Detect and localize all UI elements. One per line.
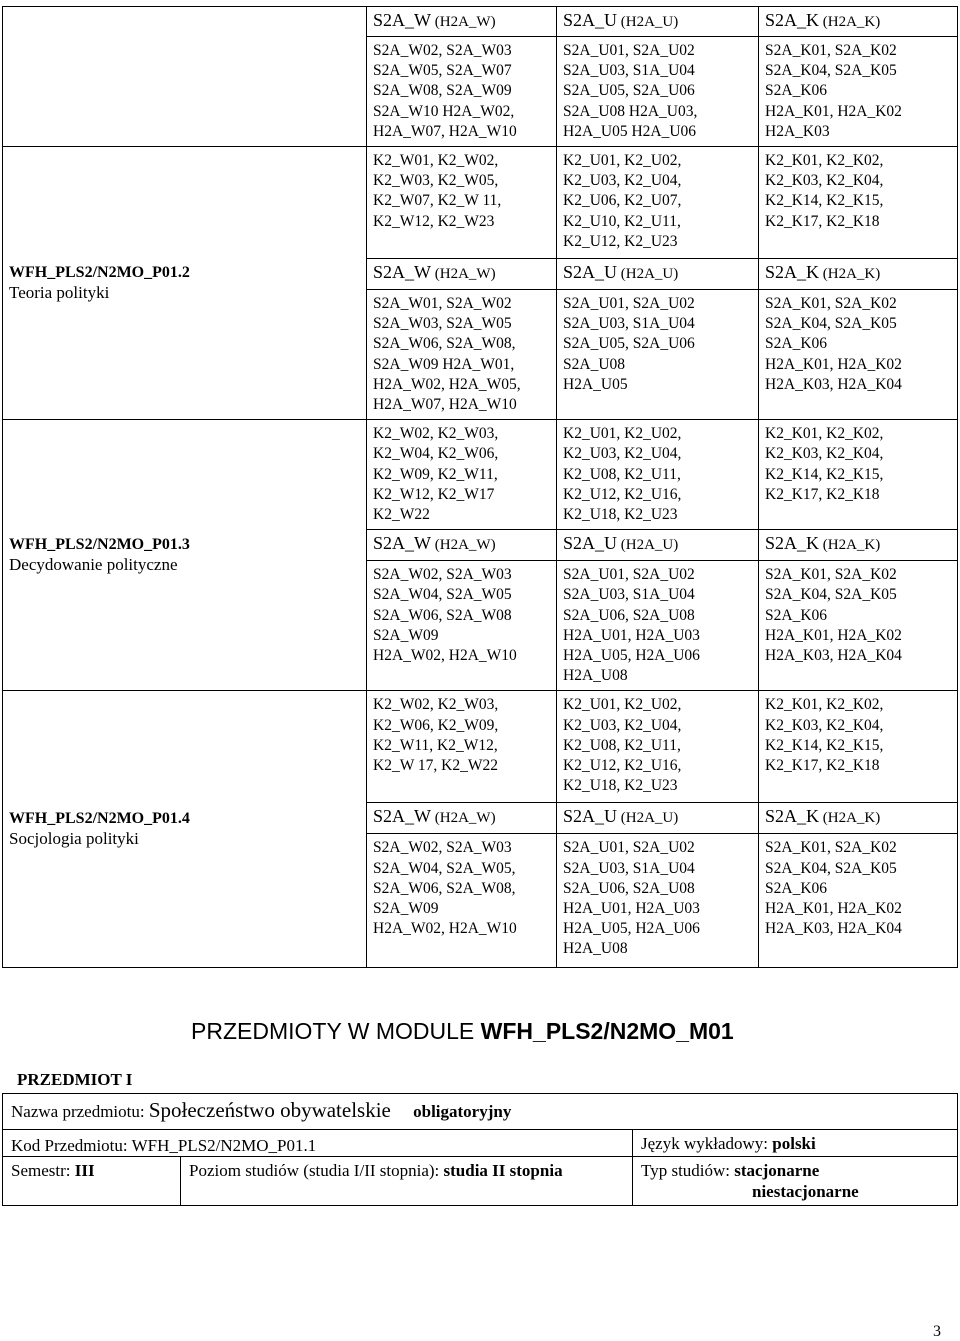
effect-line: S2A_U03, S1A_U04: [563, 586, 695, 604]
effect-line: S2A_W03, S2A_W05: [373, 315, 512, 333]
effect-line: H2A_W07, H2A_W10: [373, 396, 517, 414]
effect-line: S2A_U01, S2A_U02: [563, 295, 695, 313]
semester-cell: Semestr: III: [3, 1157, 181, 1206]
hdr-w: S2A_W (H2A_W): [367, 803, 557, 834]
effect-line: H2A_K01, H2A_K02: [765, 626, 902, 644]
k2-w-cell: [367, 420, 557, 530]
effect-line: K2_K14, K2_K15,: [765, 736, 884, 754]
effect-line: K2_U12, K2_U16,: [563, 757, 682, 775]
effect-line: K2_U12, K2_U23: [563, 232, 678, 250]
effect-line: H2A_K01, H2A_K02: [765, 355, 902, 373]
effect-line: S2A_U06, S2A_U08: [563, 879, 695, 897]
effect-line: S2A_W01, S2A_W02: [373, 295, 512, 313]
effect-line: S2A_U01, S2A_U02: [563, 566, 695, 584]
hdr-u: S2A_U (H2A_U): [557, 803, 759, 834]
effect-line: S2A_W09: [373, 900, 439, 918]
effect-line: H2A_U05: [563, 375, 628, 393]
hdr-k: S2A_K (H2A_K): [759, 7, 958, 37]
subject-cell: [3, 147, 367, 420]
effect-line: S2A_K01, S2A_K02: [765, 295, 897, 313]
effect-line: S2A_W02, S2A_W03: [373, 839, 512, 857]
subject-name-cell: Nazwa przedmiotu: Społeczeństwo obywatelskie obligatoryjny: [3, 1094, 958, 1130]
hdr-w: S2A_W (H2A_W): [367, 530, 557, 561]
s2a-k-cell: [759, 561, 958, 691]
k2-k-cell: [759, 147, 958, 259]
effect-line: S2A_U01, S2A_U02: [563, 42, 695, 59]
k2-w-cell: [367, 691, 557, 803]
effect-line: H2A_K03, H2A_K04: [765, 647, 902, 665]
effect-line: K2_K03, K2_K04,: [765, 716, 884, 734]
obligatory-flag: obligatoryjny: [413, 1102, 512, 1121]
subject-heading: PRZEDMIOT I: [17, 1070, 133, 1089]
effect-line: H2A_U05, H2A_U06: [563, 920, 700, 938]
subject-cell: [3, 691, 367, 968]
effect-line: H2A_W02, H2A_W10: [373, 920, 517, 938]
effect-line: K2_U03, K2_U04,: [563, 716, 682, 734]
effect-line: K2_U03, K2_U04,: [563, 172, 682, 190]
effect-line: S2A_W08, S2A_W09: [373, 82, 512, 100]
effect-line: S2A_W05, S2A_W07: [373, 62, 512, 80]
effect-line: S2A_W06, S2A_W08,: [373, 879, 516, 897]
effect-line: S2A_U08: [563, 355, 626, 373]
s2a-u-cell: [557, 37, 759, 147]
hdr-k: S2A_K (H2A_K): [759, 803, 958, 834]
k2-k-cell: [759, 691, 958, 803]
effect-line: S2A_K04, S2A_K05: [765, 62, 897, 80]
effect-line: H2A_U05 H2A_U06: [563, 122, 697, 140]
effect-line: K2_U01, K2_U02,: [563, 152, 682, 170]
s2a-u-cell: [557, 561, 759, 691]
s2a-w-cell: [367, 834, 557, 968]
effect-line: H2A_K01, H2A_K02: [765, 900, 902, 918]
subject-cell-empty: [3, 7, 367, 147]
effect-line: S2A_U01, S2A_U02: [563, 839, 695, 857]
effect-line: H2A_W02, H2A_W10: [373, 647, 517, 665]
effect-line: H2A_U01, H2A_U03: [563, 900, 700, 918]
k2-u-cell: [557, 691, 759, 803]
effect-line: K2_W07, K2_W 11,: [373, 192, 502, 210]
s2a-k-cell: [759, 290, 958, 420]
effect-line: S2A_W10 H2A_W02,: [373, 102, 515, 120]
subject-info-table: [2, 1093, 958, 1206]
effect-line: S2A_K01, S2A_K02: [765, 566, 897, 584]
s2a-k-cell: [759, 834, 958, 968]
subject-cell: [3, 420, 367, 691]
s2a-k-cell: [759, 37, 958, 147]
effect-line: K2_U10, K2_U11,: [563, 212, 681, 230]
effect-line: S2A_U08 H2A_U03,: [563, 102, 698, 120]
s2a-w-cell: [367, 290, 557, 420]
effect-line: H2A_U05, H2A_U06: [563, 647, 700, 665]
effect-line: S2A_K01, S2A_K02: [765, 839, 897, 857]
effect-line: K2_U06, K2_U07,: [563, 192, 682, 210]
effect-line: H2A_U01, H2A_U03: [563, 626, 700, 644]
effect-line: K2_W09, K2_W11,: [373, 465, 498, 483]
effect-line: K2_K17, K2_K18: [765, 757, 880, 775]
subject-code: WFH_PLS2/N2MO_P01.3: [9, 536, 190, 554]
effect-line: S2A_K04, S2A_K05: [765, 586, 897, 604]
effect-line: K2_U18, K2_U23: [563, 506, 678, 524]
effect-line: K2_W03, K2_W05,: [373, 172, 499, 190]
effect-line: H2A_K03: [765, 122, 830, 140]
k2-w-cell: [367, 147, 557, 259]
subject-name: Decydowanie polityczne: [9, 555, 178, 575]
effect-line: K2_K03, K2_K04,: [765, 445, 884, 463]
k2-u-cell: [557, 147, 759, 259]
subject-code-cell: Kod Przedmiotu: WFH_PLS2/N2MO_P01.1: [3, 1130, 633, 1157]
effect-line: H2A_K01, H2A_K02: [765, 102, 902, 120]
effect-line: K2_W12, K2_W17: [373, 485, 495, 503]
k2-row: [3, 691, 958, 803]
subject-code: WFH_PLS2/N2MO_P01.2: [9, 264, 190, 282]
effect-line: S2A_U05, S2A_U06: [563, 335, 695, 353]
subject-name: Teoria polityki: [9, 283, 110, 303]
effect-line: K2_W 17, K2_W22: [373, 757, 498, 775]
effect-line: S2A_K06: [765, 606, 828, 624]
effect-line: S2A_U03, S1A_U04: [563, 315, 695, 333]
hdr-k: S2A_K (H2A_K): [759, 530, 958, 561]
header-row: [3, 7, 958, 37]
effect-line: K2_W22: [373, 506, 430, 524]
effect-line: S2A_U03, S1A_U04: [563, 62, 695, 80]
hdr-w: S2A_W (H2A_W): [367, 259, 557, 290]
s2a-u-cell: [557, 834, 759, 968]
s2a-u-cell: [557, 290, 759, 420]
effect-line: K2_U18, K2_U23: [563, 777, 678, 795]
effect-line: K2_K01, K2_K02,: [765, 696, 884, 714]
hdr-u: S2A_U (H2A_U): [557, 7, 759, 37]
k2-row: [3, 147, 958, 259]
effect-line: K2_K14, K2_K15,: [765, 465, 884, 483]
effect-line: H2A_W07, H2A_W10: [373, 122, 517, 140]
effect-line: S2A_U03, S1A_U04: [563, 859, 695, 877]
effect-line: K2_K14, K2_K15,: [765, 192, 884, 210]
effect-line: K2_W12, K2_W23: [373, 212, 495, 230]
effect-line: S2A_W04, S2A_W05: [373, 586, 512, 604]
page-number: 3: [933, 1323, 941, 1340]
effect-line: K2_U12, K2_U16,: [563, 485, 682, 503]
effect-line: S2A_K04, S2A_K05: [765, 315, 897, 333]
effect-line: K2_U01, K2_U02,: [563, 696, 682, 714]
effect-line: K2_K01, K2_K02,: [765, 152, 884, 170]
effect-line: S2A_W09 H2A_W01,: [373, 355, 515, 373]
effect-line: H2A_U08: [563, 667, 628, 685]
hdr-w: S2A_W (H2A_W): [367, 7, 557, 37]
effect-line: S2A_U06, S2A_U08: [563, 606, 695, 624]
effect-line: S2A_W02, S2A_W03: [373, 42, 512, 59]
subject-name: Socjologia polityki: [9, 829, 139, 849]
effect-line: K2_W04, K2_W06,: [373, 445, 499, 463]
effect-line: S2A_K06: [765, 82, 828, 100]
effect-line: K2_W02, K2_W03,: [373, 425, 499, 443]
effect-line: K2_K17, K2_K18: [765, 485, 880, 503]
effect-line: K2_K03, K2_K04,: [765, 172, 884, 190]
hdr-k: S2A_K (H2A_K): [759, 259, 958, 290]
effect-line: K2_K17, K2_K18: [765, 212, 880, 230]
hdr-u: S2A_U (H2A_U): [557, 259, 759, 290]
effect-line: S2A_W06, S2A_W08,: [373, 335, 516, 353]
effect-line: S2A_K06: [765, 335, 828, 353]
effect-line: S2A_W02, S2A_W03: [373, 566, 512, 584]
effect-line: K2_U08, K2_U11,: [563, 736, 681, 754]
effect-line: K2_W02, K2_W03,: [373, 696, 499, 714]
effect-line: S2A_W06, S2A_W08: [373, 606, 512, 624]
effect-line: K2_W01, K2_W02,: [373, 152, 499, 170]
effect-line: K2_K01, K2_K02,: [765, 425, 884, 443]
s2a-w-cell: [367, 561, 557, 691]
effect-line: H2A_K03, H2A_K04: [765, 375, 902, 393]
hdr-u: S2A_U (H2A_U): [557, 530, 759, 561]
effect-line: K2_U03, K2_U04,: [563, 445, 682, 463]
module-title: PRZEDMIOTY W MODULE WFH_PLS2/N2MO_M01: [191, 1018, 734, 1044]
effect-line: K2_W06, K2_W09,: [373, 716, 499, 734]
effect-line: S2A_W04, S2A_W05,: [373, 859, 516, 877]
effect-line: S2A_K06: [765, 879, 828, 897]
subject-code: WFH_PLS2/N2MO_P01.4: [9, 810, 190, 828]
k2-u-cell: [557, 420, 759, 530]
study-type-cell: Typ studiów: stacjonarne niestacjonarne: [633, 1157, 958, 1206]
k2-row: [3, 420, 958, 530]
effect-line: H2A_K03, H2A_K04: [765, 920, 902, 938]
effect-line: K2_U08, K2_U11,: [563, 465, 681, 483]
effect-line: S2A_K04, S2A_K05: [765, 859, 897, 877]
effect-line: H2A_U08: [563, 940, 628, 958]
effect-line: S2A_K01, S2A_K02: [765, 42, 897, 59]
k2-k-cell: [759, 420, 958, 530]
subject-code: WFH_PLS2/N2MO_P01.1: [131, 1136, 317, 1155]
effect-line: K2_U01, K2_U02,: [563, 425, 682, 443]
effect-line: S2A_U05, S2A_U06: [563, 82, 695, 100]
language-cell: Język wykładowy: polski: [633, 1130, 958, 1157]
s2a-w-cell: [367, 37, 557, 147]
effect-line: K2_W11, K2_W12,: [373, 736, 498, 754]
effects-table: [2, 6, 958, 968]
subject-name: Społeczeństwo obywatelskie: [148, 1098, 391, 1122]
level-cell: Poziom studiów (studia I/II stopnia): studia II stopnia: [181, 1157, 633, 1206]
effect-line: H2A_W02, H2A_W05,: [373, 375, 521, 393]
effect-line: S2A_W09: [373, 626, 439, 644]
